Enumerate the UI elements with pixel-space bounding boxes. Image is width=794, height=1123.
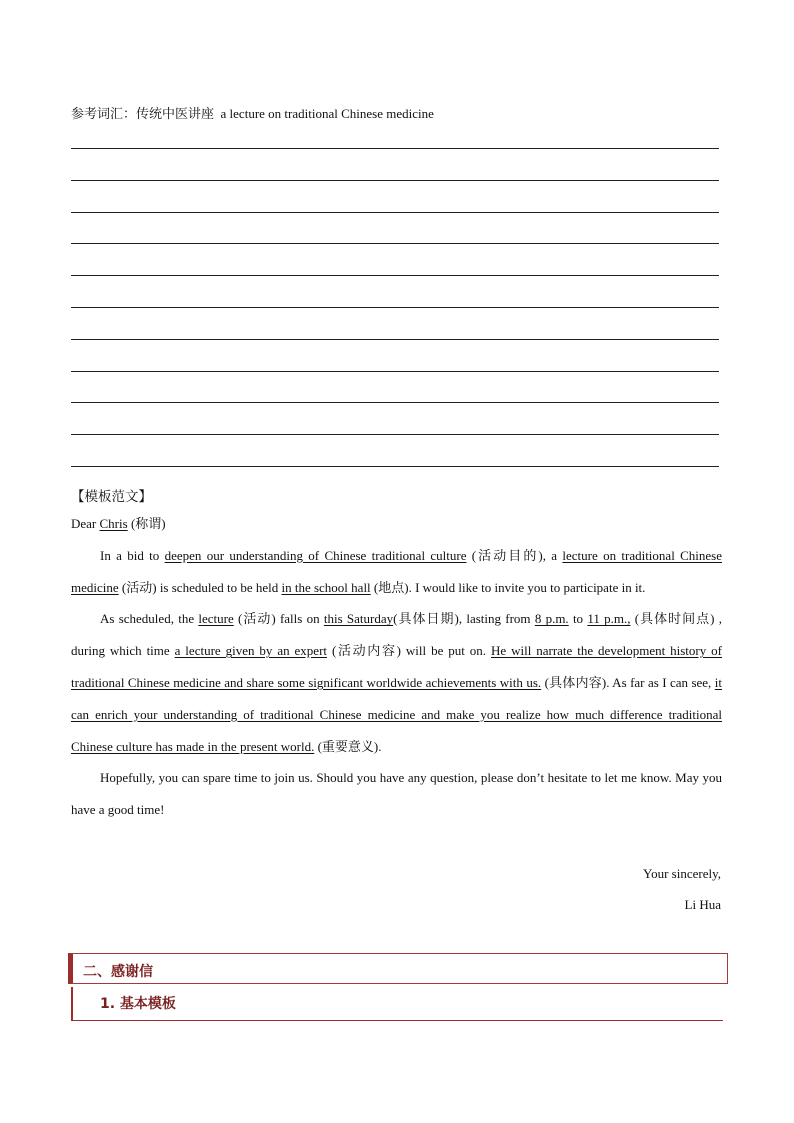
text-run: (具体时间点) , during which time	[71, 611, 722, 659]
blank-line	[71, 434, 719, 435]
underlined-phrase: this Saturday	[323, 611, 394, 627]
underlined-phrase: 11 p.m.,	[587, 611, 631, 627]
letter-body	[71, 508, 722, 826]
text-run: (具体内容). As far as I can see,	[541, 674, 715, 690]
underlined-phrase: deepen our understanding of Chinese traditional culture	[164, 547, 467, 563]
underlined-phrase: He will narrate the development history of traditional Chinese medicine and share some significant worldwide achievements with us.	[71, 643, 722, 690]
blank-line	[71, 371, 719, 372]
section-banner	[68, 953, 728, 984]
letter-greeting	[71, 508, 722, 540]
subsection-title: 1. 基本模板	[100, 996, 176, 1012]
letter-closing: Your sincerely,	[643, 866, 721, 881]
blank-line	[71, 212, 719, 213]
text-run: (活动内容) will be put on.	[327, 643, 491, 659]
text-run: (重要意义).	[314, 738, 382, 754]
text-run: (活动目的), a	[466, 547, 563, 563]
template-heading: 【模板范文】	[71, 489, 152, 504]
text-run: As scheduled, the	[100, 611, 199, 627]
paragraph-3: Hopefully, you can spare time to join us. Should you have any question, please don’t hesitate to let me know. May you have a good time!	[71, 770, 722, 818]
vocab-label: 参考词汇：	[71, 106, 137, 121]
text-run: In a bid to	[100, 547, 165, 563]
blank-line	[71, 402, 719, 403]
text-run: (地点). I would like to invite you to participate in it.	[370, 579, 646, 595]
greeting-prefix: Dear	[71, 516, 100, 531]
text-run: (活动) is scheduled to be held	[118, 579, 282, 595]
text-run: (具体日期), lasting from	[393, 611, 535, 627]
vocab-chinese: 传统中医讲座	[136, 106, 215, 121]
blank-line	[71, 307, 719, 308]
blank-line	[71, 466, 719, 467]
blank-line	[71, 180, 719, 181]
underlined-phrase: in the school hall	[281, 579, 371, 595]
letter-signature: Li Hua	[684, 897, 721, 912]
blank-line	[71, 148, 719, 149]
section-title: 二、感谢信	[83, 964, 153, 980]
text-run: to	[568, 611, 588, 627]
vocab-english: a lecture on traditional Chinese medicine	[220, 106, 434, 121]
underlined-phrase: 8 p.m.	[534, 611, 569, 627]
underlined-phrase: a lecture given by an expert	[174, 643, 328, 659]
underlined-phrase: it can enrich your understanding of traditional Chinese medicine and make you realize how much difference traditional Chinese culture has made in the present world.	[71, 674, 722, 754]
underlined-phrase: lecture on traditional Chinese medicine	[71, 547, 722, 595]
greeting-name: Chris	[99, 516, 128, 531]
paragraph-2	[71, 603, 722, 762]
underlined-phrase: lecture	[198, 611, 234, 627]
blank-line	[71, 243, 719, 244]
text-run: (活动) falls on	[233, 611, 324, 627]
blank-line	[71, 339, 719, 340]
vocab-hint	[71, 103, 434, 122]
paragraph-1	[71, 540, 722, 604]
blank-line	[71, 275, 719, 276]
subsection-banner	[71, 987, 723, 1021]
greeting-note: (称谓)	[127, 516, 166, 531]
